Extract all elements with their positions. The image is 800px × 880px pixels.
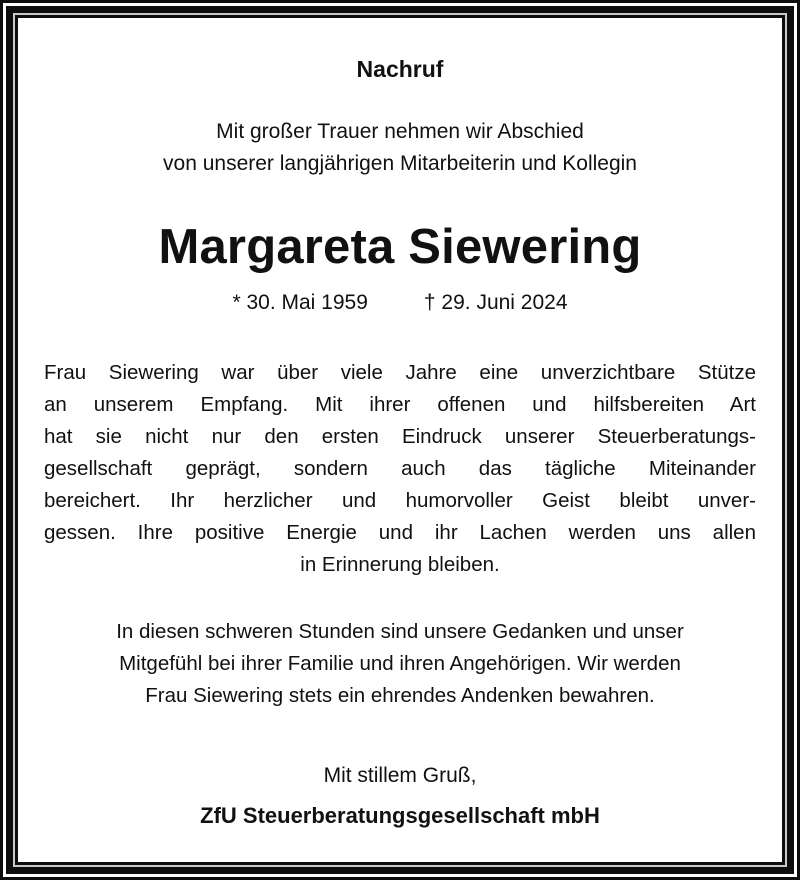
life-dates [18, 288, 782, 318]
paragraph-line: hat sie nicht nur den ersten Eindruck unserer Steuerberatungs- [44, 425, 756, 448]
death-date: † 29. Juni 2024 [423, 291, 568, 314]
deceased-name: Margareta Siewering [158, 220, 642, 274]
paragraph-line: gesellschaft geprägt, sondern auch das tägliche Miteinander [44, 457, 756, 480]
paragraph-line: bereichert. Ihr herzlicher und humorvoller Geist bleibt unver- [44, 489, 756, 512]
paragraph-line: Mitgefühl bei ihrer Familie und ihren Angehörigen. Wir werden [119, 652, 681, 675]
paragraph-line: In diesen schweren Stunden sind unsere Gedanken und unser [116, 620, 684, 643]
intro-line: Mit großer Trauer nehmen wir Abschied [216, 120, 584, 143]
obituary-notice [18, 18, 782, 862]
paragraph-line: an unserem Empfang. Mit ihrer offenen und hilfsbereiten Art [44, 393, 756, 416]
paragraph-line: Frau Siewering stets ein ehrendes Andenken bewahren. [145, 684, 655, 707]
condolence-paragraph [44, 616, 756, 712]
paragraph-line: in Erinnerung bleiben. [300, 553, 500, 576]
notice-title: Nachruf [356, 56, 444, 82]
closing-greeting: Mit stillem Gruß, [323, 764, 477, 787]
paragraph-line: Frau Siewering war über viele Jahre eine unverzichtbare Stütze [44, 361, 756, 384]
birth-date: * 30. Mai 1959 [232, 291, 368, 314]
paragraph-line: gessen. Ihre positive Energie und ihr Lachen werden uns allen [44, 521, 756, 544]
intro-line: von unserer langjährigen Mitarbeiterin und Kollegin [163, 152, 637, 175]
tribute-paragraph [44, 357, 756, 581]
company-signature: ZfU Steuerberatungsgesellschaft mbH [200, 803, 600, 828]
intro-text [18, 116, 782, 180]
